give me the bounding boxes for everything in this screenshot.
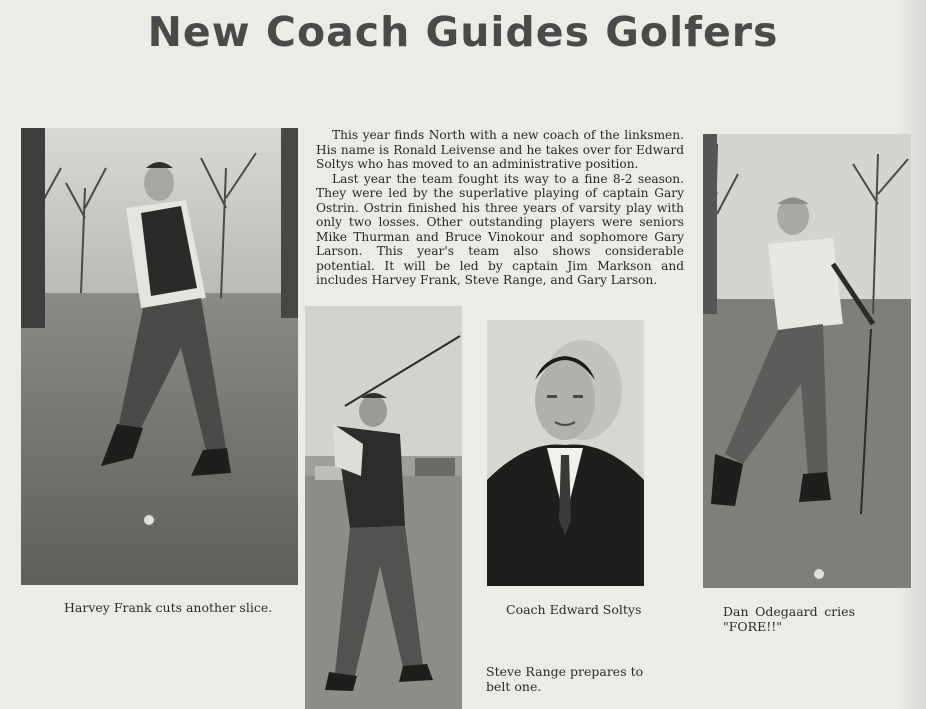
article-body xyxy=(316,128,684,288)
article-paragraph-2: Last year the team fought its way to a fine 8-2 season. They were led by the superlative playing of captain Gary Ostrin. Ostrin finished his three years of varsity play with only two losses. Other outstanding players were seniors Mike Thurman and Bruce Vinokour and sophomore Gary Larson. This year's team also shows considerable potential. It will be led by captain Jim Markson and includes Harvey Frank, Steve Range, and Gary Larson. xyxy=(316,171,684,287)
photo-coach-soltys xyxy=(487,320,644,586)
golfer-backswing-illustration xyxy=(305,306,462,709)
caption-coach-soltys: Coach Edward Soltys xyxy=(506,602,642,617)
golfer-swing-illustration xyxy=(21,128,298,585)
photo-dan-odegaard xyxy=(703,134,911,588)
golfer-putting-illustration xyxy=(703,134,911,588)
caption-steve-range: Steve Range prepares to belt one. xyxy=(486,664,644,694)
photo-harvey-frank xyxy=(21,128,298,585)
page-title: New Coach Guides Golfers xyxy=(147,8,779,56)
photo-steve-range xyxy=(305,306,462,709)
article-paragraph-1: This year finds North with a new coach of the linksmen. His name is Ronald Leivense and he takes over for Edward Soltys who has moved to an administrative position. xyxy=(316,128,684,171)
caption-dan-odegaard: Dan Odegaard cries "FORE!!" xyxy=(723,604,855,634)
coach-portrait-illustration xyxy=(487,320,644,586)
caption-harvey-frank: Harvey Frank cuts another slice. xyxy=(64,600,273,615)
